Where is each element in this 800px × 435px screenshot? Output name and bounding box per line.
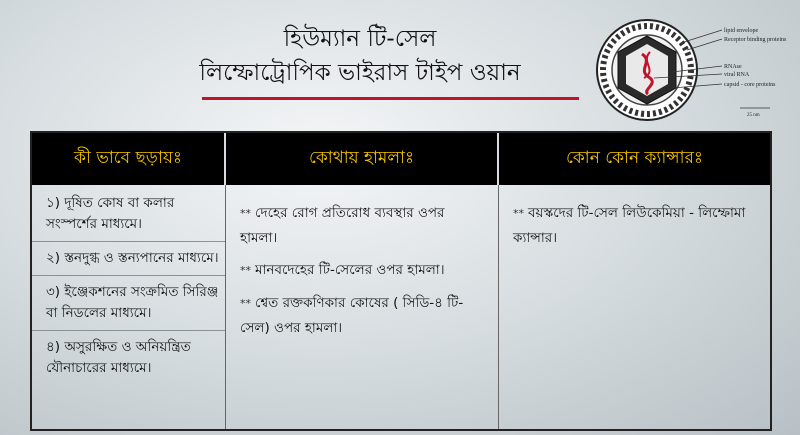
header-transmission: কী ভাবে ছড়ায়ঃ bbox=[32, 133, 226, 185]
title-underline bbox=[202, 97, 579, 100]
bullet-marker: ** bbox=[240, 264, 251, 277]
label-viral-rna: viral RNA bbox=[724, 72, 750, 78]
label-receptor-proteins: Receptor binding proteins bbox=[724, 37, 787, 43]
list-item-text: দেহের রোগ প্রতিরোধ ব্যবস্থার ওপর হামলা। bbox=[240, 205, 445, 246]
label-lipid-envelope: lipid envelope bbox=[724, 28, 759, 34]
bullet-marker: ** bbox=[240, 207, 251, 220]
list-item: ৩) ইঞ্জেকশনের সংক্রমিত সিরিঞ্জ বা নিডলের মাধ্যমে। bbox=[32, 276, 225, 331]
list-item bbox=[499, 197, 770, 254]
list-item bbox=[226, 197, 498, 254]
virus-diagram bbox=[592, 12, 792, 122]
title-line-1: হিউম্যান টি-সেল bbox=[283, 26, 437, 52]
label-capsid: capsid - core proteins bbox=[724, 82, 776, 88]
info-table bbox=[30, 131, 772, 431]
header-cancers: কোন কোন ক্যান্সারঃ bbox=[565, 148, 703, 168]
list-item-text: বয়স্কদের টি-সেল লিউকেমিয়া - লিম্ফোমা ক্যান্সার। bbox=[513, 205, 746, 246]
attack-target-column bbox=[226, 185, 499, 429]
label-rnase: RNAse bbox=[724, 64, 742, 70]
list-item-text: শ্বেত রক্তকণিকার কোষের ( সিডি-৪ টি-সেল) ওপর হামলা। bbox=[240, 295, 464, 336]
list-item: ২) স্তনদুগ্ধ ও স্তন্যপানের মাধ্যমে। bbox=[32, 242, 225, 276]
table-header-row bbox=[32, 133, 770, 185]
bullet-marker: ** bbox=[240, 297, 251, 310]
label-line-receptor bbox=[687, 39, 722, 50]
label-line-envelope bbox=[684, 30, 722, 42]
scale-label: 25 nm bbox=[747, 113, 760, 118]
cancers-column bbox=[499, 185, 770, 429]
list-item bbox=[226, 254, 498, 287]
list-item-text: মানবদেহের টি-সেলের ওপর হামলা। bbox=[255, 262, 445, 278]
list-item bbox=[226, 287, 498, 344]
header-attack-target: কোথায় হামলাঃ bbox=[226, 133, 499, 185]
list-item: ৪) অসুরক্ষিত ও অনিয়ন্ত্রিত যৌনাচারের মাধ্যমে। bbox=[46, 339, 191, 376]
transmission-column bbox=[32, 185, 226, 429]
title-line-2: লিম্ফোট্রোপিক ভাইরাস টাইপ ওয়ান bbox=[199, 60, 521, 86]
bullet-marker: ** bbox=[513, 207, 524, 220]
table-body bbox=[32, 185, 770, 429]
list-item: ১) দূষিত কোষ বা কলার সংস্পর্শের মাধ্যমে। bbox=[32, 185, 225, 242]
page-title bbox=[150, 22, 570, 90]
